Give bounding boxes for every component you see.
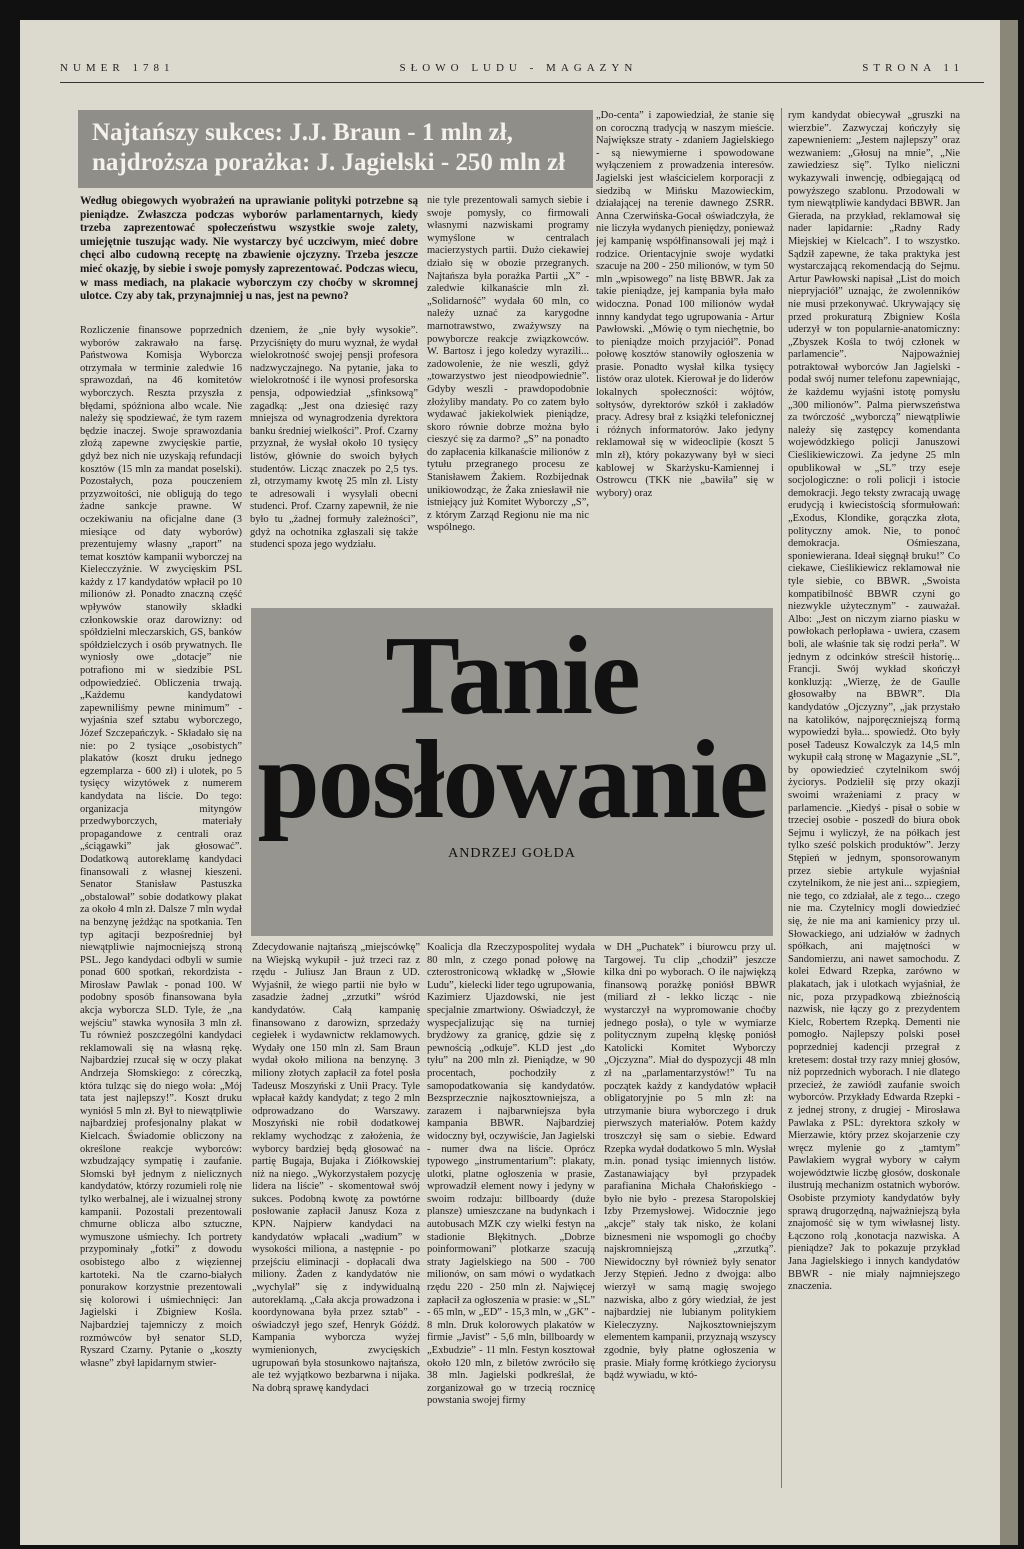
headline-line-2: najdroższa porażka: J. Jagielski - 250 mln zł (92, 149, 566, 176)
feature-title-box (251, 608, 773, 936)
article-column-5: rym kandydat obiecywał „gruszki na wierzbie”. Zazwyczaj kończyły się zapewnieniem: „Jestem najlepszy” oraz wezwaniem: „Głosuj na mnie”, „Nie zawiedziesz się”. Tylko nieliczni wykazywali inwencję, odbiegającą od powyższego szablonu. Przodowali w tym niewątpliwie kandydaci BBWR. Jan Gierada, na przykład, reklamował się nader lapidarnie: „Radny Rady Miejskiej w Kielcach”. I to wszystko. Sądził zapewne, że taka praktyka jest wystarczającą rekomendacją do Sejmu. Artur Pawłowski napisał „List do moich niepryjaciół” uznając, że zwolenników nie musi przekonywać. Ukrywający się przed prokuraturą Zbigniew Kośla uderzył w ton popularnie-anatomiczny: „Zbyszek Kośla to twój członek w parlamencie”. Najpoważniej potraktował wyborców Jan Jagielski - podał swój numer telefonu zapewniając, że każdemu wyjaśni istotę pomysłu „300 milionów”. Palma pierwszeństwa za twórczość „wyborczą” niewątpliwie należy się zastępcy komendanta wojewódzkiego policji Januszowi Cieślikiewiczowi. Za jedyne 25 mln opublikował w „SL” trzy eseje socjologiczne: o roli policji i istocie demokracji. Jego teksty zwracają uwagę erudycją i kwiecistością sformułowań: „Exodus, Klondike, gorączka złota, polityczny amok. Nie, to ponoć demokracja. Ośmieszana, sponiewierana. Ideał sięgnął bruku!” Co ciekawe, Cieślikiewicz reklamował nie tyle siebie, co BBWR. „Swoista kompatibilność BBWR czyni go niezwykle użytecznym” - zauważał. Albo: „Jest on niczym ziarno piasku w powłokach perłopława - uwiera, czasem boli, ale właśnie tak się rodzi perła”. W jednym z odcinków streścił historię... Francji. Swój wykład skończył konkluzją: „Wierzę, że de Gaulle głosowałby na BBWR”. Dla kandydatów „Ojczyzny”, „jak przystało na katolików, najporęczniejszą formą wypowiedzi była... spowiedź. Oto były poseł Tadeusz Kowalczyk za 14,5 mln wykupił całą stronę w Magazynie „SL”, by opowiedzieć czytelnikom swój życiorys. Podzielił się przy okazji swoimi wrażeniami z pracy w parlamencie. „Kiedyś - pisał o sobie w trzeciej osobie - poszedł do biura obok Sejmu i wyliczył, że na półkach jest tylko sześć polskich produktów”. Jerzy Stępień w jednym, sponsorowanym przez siebie artykule wyjaśniał czytelnikom, że nie jest ani... szpiegiem, nie tego, co zdziałał, ale z tego... czego nie ma. Czytelnicy mogli dowiedzieć się, że nie ma ani kamienicy przy ul. Słowackiego, ani udziałów w żadnych spółkach, ani majętności w Sandomierzu, ani nawet samochodu. Z kolei Edward Rzepka, zarówno w plakatach, jak i ulotkach wyjaśniał, że nic, poza przypadkową zbieżnością nazwisk, nie łączy go z prezydentem Kielc, Robertem Rzepką. Dementi nie pomogło. Najlepszy polski poseł poprzedniej kadencji przegrał z kretesem: dostał trzy razy mniej głosów, niż poprzednich wyborach. I nie dlatego przecież, że zawiódł zaufanie swoich wyborców. Przykłady Edwarda Rzepki - z jednej strony, z drugiej - Mirosława Pawlaka z PSL: dyrektora szkoły w Mierzawie, który przez skojarzenie czy wręcz mylenie go z „tamtym” Pawlakiem wygrał wybory w całym województwie liczbę głosów, doskonale ilustrują mechanizm ostatnich wyborów. Osobiste przymioty kandydatów były sprawą drugorzędną, najważniejszą była znajomość się w tym wiwłasnej listy. Łączono rolą ,konotacja nazwiska. A pieniądze? Jak to pokazuje przykład Jana Jagielskiego i innych kandydatów BBWR - nie miały najmniejszego znaczenia. (788, 110, 960, 1293)
article-column-6: Zdecydowanie najtańszą „miejscówkę” na Wiejską wykupił - już trzeci raz z rzędu - Juliusz Jan Braun z UD. Wyjaśnił, że wiego partii nie było w zasadzie żadnej „zrzutki” wśród kandydatów. Całą kampanię finansowano z darowizn, sprzedaży cegiełek i wydawnictw reklamowych. Wydały one 150 mln zł. Sam Braun wydał około miliona na benzynę. 3 miliony złotych zapłacił za fotel posła Tadeusz Moszyński z Unii Pracy. Tyle wpłacał każdy kandydat; z tego 2 mln odprowadzano do Warszawy. Moszyński nie robił dodatkowej reklamy wychodząc z założenia, że wyborcy bardziej będą głosować na partię Bugaja, Bujaka i Ziółkowskiej niż na niego. „Wykorzystałem pozycję lidera na liście” - skomentował swój sukces. Podobną kwotę za powtórne posłowanie zapłacił Janusz Koza z KPN. Najpierw kandydaci na kandydatów wpłacali „wadium” w wysokości miliona, a następnie - po przejściu eliminacji - dopłacali dwa miliony. Żaden z kandydatów nie „wychylał” się z indywidualną autoreklamą. „Cała akcja prowadzona i koordynowana była przez sztab” - oświadczył jego szef, Henryk Góźdź. Kampania wyborcza wyżej wymienionych, zwycięskich ugrupowań była stosunkowo najtańsza, ale też wyjątkowo bezbarwna i nijaka. Na dobrą sprawę kandydaci (252, 942, 420, 1394)
lead-paragraph: Według obiegowych wyobrażeń na uprawianie polityki potrzebne są pieniądze. Zwłaszcza podczas wyborów parlamentarnych, kiedy trzeba zaprezentować społeczeństwu wszystkie swoje zalety, umiejętnie tuszując wady. Nie wystarczy być uczciwym, mieć dobre chęci albo cudowną receptę na zbawienie ojczyzny. Trzeba jeszcze mieć okazję, by siebie i swoje pomysły zaprezentować. Podczas wiecu, w mass mediach, na plakacie wyborczym czy choćby w skromnej ulotce. Czy aby tak, przynajmniej u nas, jest na pewno? (80, 195, 418, 303)
issue-number: NUMER 1781 (60, 62, 175, 74)
article-column-7: Koalicja dla Rzeczypospolitej wydała 80 mln, z czego ponad połowę na czterostronicową wkładkę w „Słowie Ludu”, kielecki lider tego ugrupowania, Kazimierz Ujazdowski, nie jest specjalnie zmartwiony. Oświadczył, że wyspecjalizując się na turniej brydżowy za granicę, gdzie się z pewnością „odkuje”. KLD jest „do tyłu” na 200 mln zł. Pieniądze, w 90 procentach, pochodziły z samopodatkowania się kandydatów. Bezsprzecznie najkosztowniejsza, a zarazem i najbarwniejsza była kampania BBWR. Najbardziej widoczny był, oczywiście, Jan Jagielski - numer dwa na liście. Oprócz typowego „instrumentarium”: plakaty, ulotki, platne ogłoszenia w prasie, wprowadził element nowy i jedyny w swoim rodzaju: billboardy (duże plansze) umieszczane na budynkach i autobusach MZK czy wielki festyn na stadionie Błękitnych. „Dobrze poinformowani” plotkarze szacują straty Jagielskiego na 500 - 700 milionów, on sam mówi o wydatkach rzędu 220 - 250 mln zł. Najwięcej zapłacił za ogłoszenia w prasie: w „SL” - 65 mln, w „ED” - 15,3 mln, w „GK” - 8 mln. Druk kolorowych plakatów w firmie „Javist” - 5,6 mln, billboardy w „Exbudzie” - 11 mln. Festyn kosztował około 120 mln, z biletów zwróciło się 38 mln. Jagielski podkreślał, że zorganizował go w trzecią rocznicę powstania swojej firmy (427, 942, 595, 1407)
article-column-3: nie tyle prezentowali samych siebie i swoje pomysły, co firmowali własnymi nazwiskami programy wymyślone w centralach macierzystych partii. Dużo ciekawiej działo się w obozie przegranych. Najtańsza była porażka Partii „X” - zaledwie kilkanaście mln zł. „Solidarność” wydała 60 mln, co należy uznać za karygodne marnotrawstwo, zważywszy na powyborcze reakcje związkowców. W. Bartosz i jego koledzy wyrazili... zadowolenie, że nie weszli, gdyż „towarzystwo jest nieodpowiednie”. Gdyby weszli - prawdopodobnie złożyliby mandaty. Po co zatem było wydawać jakiekolwiek pieniądze, skoro równie dobrze można było cieszyć się za darmo? „S” na ponadto do zapłacenia kilkanaście milionów z tytułu przegranego procesu ze Stanisławem Żakiem. Rozbijednak unikiowodząc, że Żaka zniesławił nie istniejący już Komitet Wyborczy „S”, z którym Zarząd Regionu nie ma nic wspólnego. (427, 195, 589, 534)
article-column-1: Rozliczenie finansowe poprzednich wyborów zakrawało na farsę. Państwowa Komisja Wyborcza otrzymała w terminie zaledwie 16 sprawozdań, na 46 komitetów wyborczych. Reszta przyszła z błędami, spóźniona albo wcale. Nie należy się spodziewać, że tym razem będzie inaczej. Swoje sprawozdania złożą zapewne zwycięskie partie, gdyż bez nich nie uzyskają refundacji kosztów (15 mln za mandat poselski). Pozostałych, poza pouczeniem przyzwoitości, nie obligują do tego żadne sankcje prawne. W oczekiwaniu na oficjalne dane (3 miesiące od daty wyborów) prezentujemy własny „raport” na temat kosztów kampanii wyborczej na Kielecczyźnie. W zwycięskim PSL każdy z 17 kandydatów wpłacił po 10 milionów zł. Ponadto znaczną część wpływów stanowiły składki członkowskie oraz darowizny: od spółdzielni mleczarskich, GS, banków spółdzielczych i osób prywatnych. Ile wyniosły owe „dotacje” nie potrafiono mi w siedzibie PSL odpowiedzieć. Obliczenia trwają. „Każdemu kandydatowi zapewniliśmy pewne minimum” - wyjaśnia szef sztabu wyborczego, Józef Szczepańczyk. - Składało się na nie: po 2 tysiące „osobistych” plakatów (koszt druku jednego egzemplarza - 600 zł) i ulotek, po 5 tysięcy wizytówek z numerem kandydata na liście. Do tego: organizacja mityngów przedwyborczych, materiały propagandowe z centrali oraz „ściągawki” jak głosować”. Dodatkową autoreklamę kandydaci finansowali z własnej kieszeni. Senator Stanisław Pastuszka „obstalował” sobie dodatkowy plakat za około 4 mln zł. Dalsze 7 mln wydał na benzynę jeżdżąc na spotkania. Ten typ agitacji bezpośredniej był niewątpliwie najmocniejszą stroną PSL. Jego kandydaci odbyli w sumie ponad 600 spotkań, rekordzista - Mirosław Pawlak - ponad 100. W podobny sposób finansowana była akcja wyborcza SLD. Tyle, że „na wejściu” stawka wynosiła 3 mln zł. Tu również poszczególni kandydaci reklamowali się na własną rękę. Najbardziej rzucał się w oczy plakat Andrzeja Słomskiego: z córeczką, która tulząc się do niego woła: „Mój tata jest najlepszy!”. Koszt druku wyniósł 5 mln zł. Był to niewątpliwie najbardziej profesjonalny plakat w Kielcach. Świadomie obliczony na określone reakcje wyborców: wzbudzający sympatię i zaufanie. Słomski był jednym z nielicznych kandydatów, którzy rozumieli rolę nie tylko werbalnej, ale i wizualnej strony kampanii. Pozostali prezentowali chmurne oblicza albo sztuczne, wymuszone uśmiechy. Ich portrety przypominały „fotki” z dowodu osobistego albo z więziennej kartoteki. Na tle czarno-białych ponurakow korzystnie prezentowali się kolorowi i uśmiechnięci: Jan Jagielski i Zbigniew Kośla. Najbardziej tajemniczy z moich rozmówców był senator SLD, Ryszard Czarny. Pytanie o „koszty własne” zbył lapidarnym stwier- (80, 325, 242, 1369)
feature-title-line-2: posłowanie (257, 718, 767, 842)
header-rule (60, 82, 984, 83)
article-column-8: w DH „Puchatek” i biurowcu przy ul. Targowej. Tu clip „chodził” jeszcze kilka dni po wyborach. O ile najwiękzą finansową porażkę poniósł BBWR (miliard zł - lekko licząc - nie wystarczył na wypromowanie choćby jednego posła), o tyle w wymiarze politycznym zupełną klęskę poniósł Katolicki Komitet Wyborczy „Ojczyzna”. Miał do dyspozycji 48 mln zł na „parlamentarzystów!” Tu na początek każdy z kandydatów wpłacił obligatoryjnie po 5 mln zł: na utrzymanie biura wyborczego i druk pierwszych materiałów. Potem każdy troszczył się sam o siebie. Edward Rzepka wydał dodatkowo 5 mln. Wysłał m.in. ponad tysiąc imiennych listów. Zastanawiający był przypadek parafianina Michała Chałońskiego - było nie było - prezesa Staropolskiej Izby Przemysłowej. Widocznie jego „akcje” stały tak nisko, że kolani biznesmeni nie wspomogli go choćby najskromniejszą „zrzutką”. Niewidoczny był również były senator Jerzy Stępień. Jedno z dwojga: albo wierzył w samą magię swojego nazwiska, albo z góry wiedział, że jest najbardziej nie lubianym politykiem Kieleczyzny. Najkosztowniejszym elementem kampanii, przyznają wszyscy zgodnie, były płatne ogłoszenia w prasie. Miały formę krótkiego życiorysu bądź wywiadu, w któ- (604, 942, 776, 1382)
column-divider (781, 108, 782, 1488)
publication-name: SŁOWO LUDU - MAGAZYN (399, 62, 638, 74)
page-number: STRONA 11 (862, 62, 964, 74)
page-header (60, 62, 964, 74)
headline-line-1: Najtańszy sukces: J.J. Braun - 1 mln zł, (92, 119, 513, 146)
article-column-4: „Do-centa” i zapowiedział, że stanie się on coroczną tradycją w naszym mieście. Największe straty - zdaniem Jagielskiego - są niewymierne i spowodowane wyłączeniem z prowadzenia interesów. Jagielski jest właścicielem korporacji z siedzibą w Mińsku Mazowieckim, działającej na terenie dawnego ZSRR. Anna Czerwińska-Gocał oświadczyła, że nie liczyła wydanych pieniędzy, ponieważ jej kampanię współfinansowali jej mąż i rodzice. Orientacyjnie swoje wydatki szacuje na 200 - 250 milionów, w tym 50 mln „wpisowego” na listę BBWR. Jak za takie pieniądze, jej kampania była mało widoczna. Ponad 100 milionów wydał innny kandydat tego ugrupowania - Artur Pawłowski. „Mówię o tym niechętnie, bo to pieniądze moich przyjaciół”. Ponad połowę kosztów stanowiły ogłoszenia w prasie. Ponadto wysłał kilka tysięcy listów oraz ulotek. Kierował je do liderów lokalnych społeczności: wójtów, sołtysów, dyrektorów szkół i zakładów pracy. Adresy brał z książki telefonicznej i różnych informatorów. Jako jedyny reklamował się w wideoclipie (koszt 5 mln zł), który pokazywany był w sieci kablowej w Skarżysku-Kamiennej i Ostrowcu (TKK nie „bawiła” się w wybory) oraz (596, 110, 774, 499)
headline-banner (78, 110, 593, 188)
author-byline: ANDRZEJ GOŁDA (448, 846, 576, 861)
article-column-2: dzeniem, że „nie były wysokie”. Przyciśnięty do muru wyznał, że wydał wielokrotność swojej pensji profesora nadzwyczajnego. Na pytanie, jaka to wielokrotność i ile wynosi profesorska pensja, odpowiedział „sfinksową” zagadką: „Jest ona dziesięć razy mniejsza od wynagrodzenia dyrektora banku średniej wielkości”. Prof. Czarny przyznał, że wysłał około 10 tysięcy listów, głównie do swoich byłych studentów. Licząc znaczek po 2,5 tys. zł, otrzymamy kwotę 25 mln zł. Listy te adresowali i wysyłali obecni studenci. Prof. Czarny zapewnił, że nie było tu „żadnej formuły zależności”, gdyż na ochotnika zgłaszali się także studenci spoza jego wydziału. (250, 325, 418, 551)
feature-title-line-1: Tanie (385, 614, 639, 738)
